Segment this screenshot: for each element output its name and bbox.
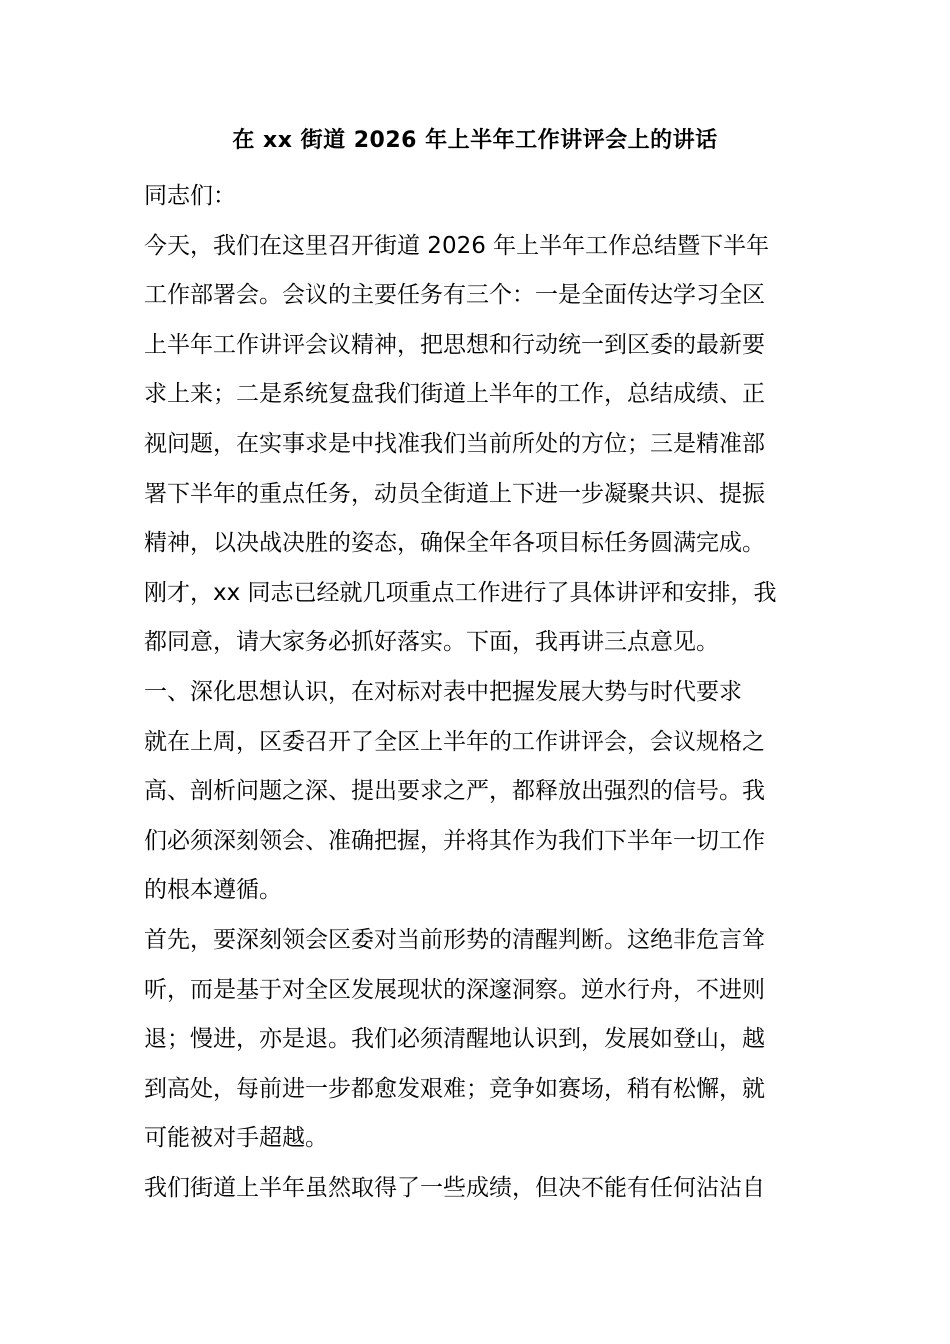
paragraph-line: 同志们： — [144, 183, 236, 209]
paragraph-line: 署下半年的重点任务，动员全街道上下进一步凝聚共识、提振 — [144, 480, 765, 507]
paragraph-line: 我们街道上半年虽然取得了一些成绩，但决不能有任何沾沾自 — [144, 1174, 765, 1201]
paragraph-line: 刚才，xx 同志已经就几项重点工作进行了具体讲评和安排，我 — [144, 579, 777, 606]
document-title: 在 xx 街道 2026 年上半年工作讲评会上的讲话 — [232, 128, 718, 153]
paragraph-line: 退；慢进，亦是退。我们必须清醒地认识到，发展如登山，越 — [144, 1026, 765, 1053]
paragraph-line: 听，而是基于对全区发展现状的深邃洞察。逆水行舟，不进则 — [144, 976, 765, 1003]
paragraph-line: 就在上周，区委召开了全区上半年的工作讲评会，会议规格之 — [144, 728, 765, 755]
paragraph-line: 的根本遵循。 — [144, 877, 282, 904]
paragraph-line: 今天，我们在这里召开街道 2026 年上半年工作总结暨下半年 — [144, 232, 770, 259]
paragraph-line: 求上来；二是系统复盘我们街道上半年的工作，总结成绩、正 — [144, 381, 765, 408]
paragraph-line: 可能被对手超越。 — [144, 1125, 328, 1152]
section-heading: 一、深化思想认识，在对标对表中把握发展大势与时代要求 — [144, 678, 742, 705]
paragraph-line: 高、剖析问题之深、提出要求之严，都释放出强烈的信号。我 — [144, 778, 765, 805]
paragraph-line: 精神，以决战决胜的姿态，确保全年各项目标任务圆满完成。 — [144, 530, 765, 557]
paragraph-line: 工作部署会。会议的主要任务有三个：一是全面传达学习全区 — [144, 282, 765, 309]
paragraph-line: 视问题，在实事求是中找准我们当前所处的方位；三是精准部 — [144, 430, 765, 457]
document-body — [144, 172, 814, 1213]
paragraph-line: 都同意，请大家务必抓好落实。下面，我再讲三点意见。 — [144, 629, 719, 656]
paragraph-line: 首先，要深刻领会区委对当前形势的清醒判断。这绝非危言耸 — [144, 926, 765, 953]
paragraph-line: 上半年工作讲评会议精神，把思想和行动统一到区委的最新要 — [144, 331, 765, 358]
paragraph-line: 到高处，每前进一步都愈发艰难；竞争如赛场，稍有松懈，就 — [144, 1075, 765, 1102]
paragraph-line: 们必须深刻领会、准确把握，并将其作为我们下半年一切工作 — [144, 827, 765, 854]
